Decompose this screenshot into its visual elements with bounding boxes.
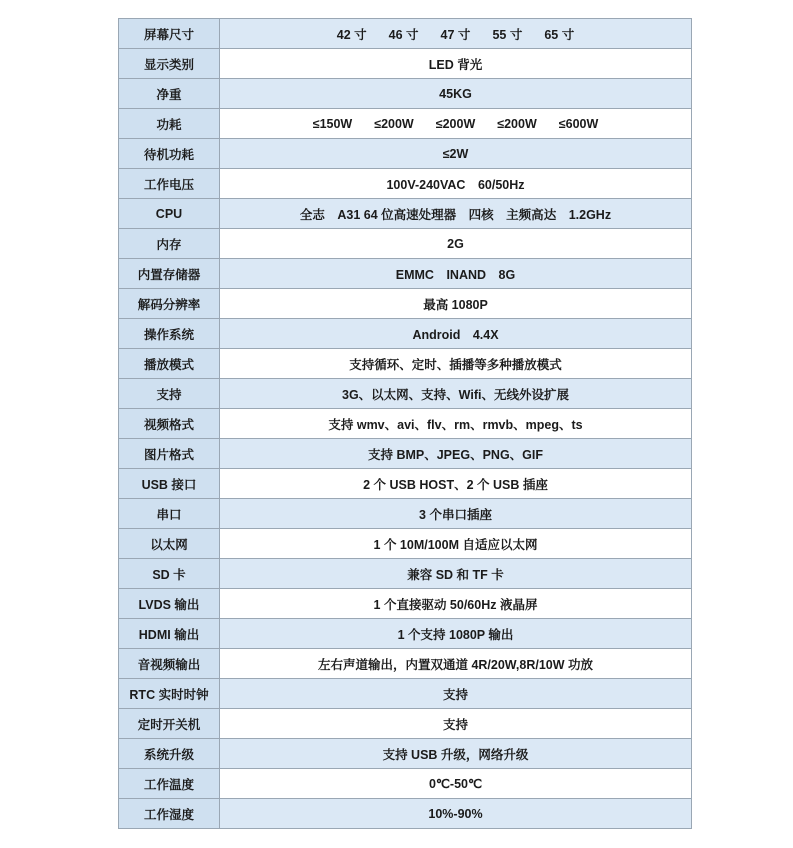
spec-value-segment: ≤600W bbox=[558, 116, 599, 131]
table-row bbox=[119, 199, 692, 229]
spec-value-cell: 支持 USB 升级，网络升级 bbox=[220, 739, 692, 769]
table-row bbox=[119, 319, 692, 349]
spec-value-cell: 1 个支持 1080P 输出 bbox=[220, 619, 692, 649]
spec-value-cell: 最高 1080P bbox=[220, 289, 692, 319]
spec-label-cell: 内存 bbox=[119, 229, 220, 259]
spec-value-segment: ≤200W bbox=[497, 116, 537, 131]
table-row bbox=[119, 379, 692, 409]
spec-label-cell: 内置存储器 bbox=[119, 259, 220, 289]
table-row bbox=[119, 529, 692, 559]
spec-value-cell: 10%-90% bbox=[220, 799, 692, 829]
spec-label-cell: CPU bbox=[119, 199, 220, 229]
spec-value-segments bbox=[302, 117, 610, 131]
table-row bbox=[119, 289, 692, 319]
table-row bbox=[119, 499, 692, 529]
specification-table-container bbox=[118, 18, 675, 829]
spec-label-cell: 图片格式 bbox=[119, 439, 220, 469]
spec-label-cell: 净重 bbox=[119, 79, 220, 109]
spec-label-cell: 待机功耗 bbox=[119, 139, 220, 169]
spec-value-segments bbox=[326, 25, 585, 43]
spec-label-cell: 操作系统 bbox=[119, 319, 220, 349]
table-row bbox=[119, 559, 692, 589]
table-row bbox=[119, 649, 692, 679]
spec-value-cell: Android 4.4X bbox=[220, 319, 692, 349]
table-row bbox=[119, 439, 692, 469]
table-row bbox=[119, 349, 692, 379]
spec-value-segment: 65 寸 bbox=[544, 27, 575, 42]
spec-value-cell: 3G、以太网、支持、Wifi、无线外设扩展 bbox=[220, 379, 692, 409]
spec-value-segment: ≤200W bbox=[435, 116, 476, 131]
table-row bbox=[119, 469, 692, 499]
spec-value-segment: ≤150W bbox=[312, 116, 353, 131]
spec-value-cell: 1 个 10M/100M 自适应以太网 bbox=[220, 529, 692, 559]
spec-label-cell: 音视频输出 bbox=[119, 649, 220, 679]
spec-label-cell: 以太网 bbox=[119, 529, 220, 559]
table-row bbox=[119, 409, 692, 439]
spec-value-segment: ≤200W bbox=[374, 116, 414, 131]
spec-label-cell: 屏幕尺寸 bbox=[119, 19, 220, 49]
spec-label-cell: 串口 bbox=[119, 499, 220, 529]
spec-value-segment: 55 寸 bbox=[492, 27, 523, 42]
table-row bbox=[119, 799, 692, 829]
spec-value-cell: 支持 bbox=[220, 679, 692, 709]
spec-value-cell: 100V-240VAC 60/50Hz bbox=[220, 169, 692, 199]
spec-label-cell: 视频格式 bbox=[119, 409, 220, 439]
spec-value-segment: 46 寸 bbox=[388, 27, 419, 42]
spec-label-cell: RTC 实时时钟 bbox=[119, 679, 220, 709]
spec-label-cell: 支持 bbox=[119, 379, 220, 409]
table-row bbox=[119, 229, 692, 259]
table-row bbox=[119, 49, 692, 79]
spec-value-cell: 1 个直接驱动 50/60Hz 液晶屏 bbox=[220, 589, 692, 619]
specification-table bbox=[118, 18, 692, 829]
table-row bbox=[119, 169, 692, 199]
table-row bbox=[119, 739, 692, 769]
table-row bbox=[119, 109, 692, 139]
spec-value-cell: LED 背光 bbox=[220, 49, 692, 79]
spec-value-cell: 全志 A31 64 位高速处理器 四核 主频高达 1.2GHz bbox=[220, 199, 692, 229]
spec-value-cell: 支持循环、定时、插播等多种播放模式 bbox=[220, 349, 692, 379]
spec-label-cell: 系统升级 bbox=[119, 739, 220, 769]
spec-value-cell: 支持 bbox=[220, 709, 692, 739]
spec-label-cell: 工作电压 bbox=[119, 169, 220, 199]
spec-label-cell: 定时开关机 bbox=[119, 709, 220, 739]
spec-value-cell bbox=[220, 109, 692, 139]
spec-label-cell: 解码分辨率 bbox=[119, 289, 220, 319]
specification-table-body bbox=[119, 19, 692, 829]
table-row bbox=[119, 139, 692, 169]
table-row bbox=[119, 619, 692, 649]
table-row bbox=[119, 589, 692, 619]
spec-value-cell: 0℃-50℃ bbox=[220, 769, 692, 799]
table-row bbox=[119, 19, 692, 49]
spec-value-cell: 2G bbox=[220, 229, 692, 259]
table-row bbox=[119, 709, 692, 739]
spec-label-cell: HDMI 输出 bbox=[119, 619, 220, 649]
spec-label-cell: 播放模式 bbox=[119, 349, 220, 379]
spec-value-cell: ≤2W bbox=[220, 139, 692, 169]
spec-label-cell: USB 接口 bbox=[119, 469, 220, 499]
table-row bbox=[119, 769, 692, 799]
spec-value-cell: 支持 wmv、avi、flv、rm、rmvb、mpeg、ts bbox=[220, 409, 692, 439]
table-row bbox=[119, 679, 692, 709]
spec-value-segment: 42 寸 bbox=[336, 27, 367, 42]
spec-label-cell: 功耗 bbox=[119, 109, 220, 139]
spec-value-cell: 支持 BMP、JPEG、PNG、GIF bbox=[220, 439, 692, 469]
spec-label-cell: LVDS 输出 bbox=[119, 589, 220, 619]
spec-label-cell: 工作温度 bbox=[119, 769, 220, 799]
spec-value-cell: 左右声道输出，内置双通道 4R/20W,8R/10W 功放 bbox=[220, 649, 692, 679]
spec-label-cell: 显示类别 bbox=[119, 49, 220, 79]
spec-value-cell: EMMC INAND 8G bbox=[220, 259, 692, 289]
spec-value-cell: 3 个串口插座 bbox=[220, 499, 692, 529]
spec-value-cell: 2 个 USB HOST、2 个 USB 插座 bbox=[220, 469, 692, 499]
spec-value-cell bbox=[220, 19, 692, 49]
table-row bbox=[119, 79, 692, 109]
spec-value-cell: 兼容 SD 和 TF 卡 bbox=[220, 559, 692, 589]
spec-value-segment: 47 寸 bbox=[440, 27, 471, 42]
table-row bbox=[119, 259, 692, 289]
spec-label-cell: 工作湿度 bbox=[119, 799, 220, 829]
spec-label-cell: SD 卡 bbox=[119, 559, 220, 589]
spec-value-cell: 45KG bbox=[220, 79, 692, 109]
